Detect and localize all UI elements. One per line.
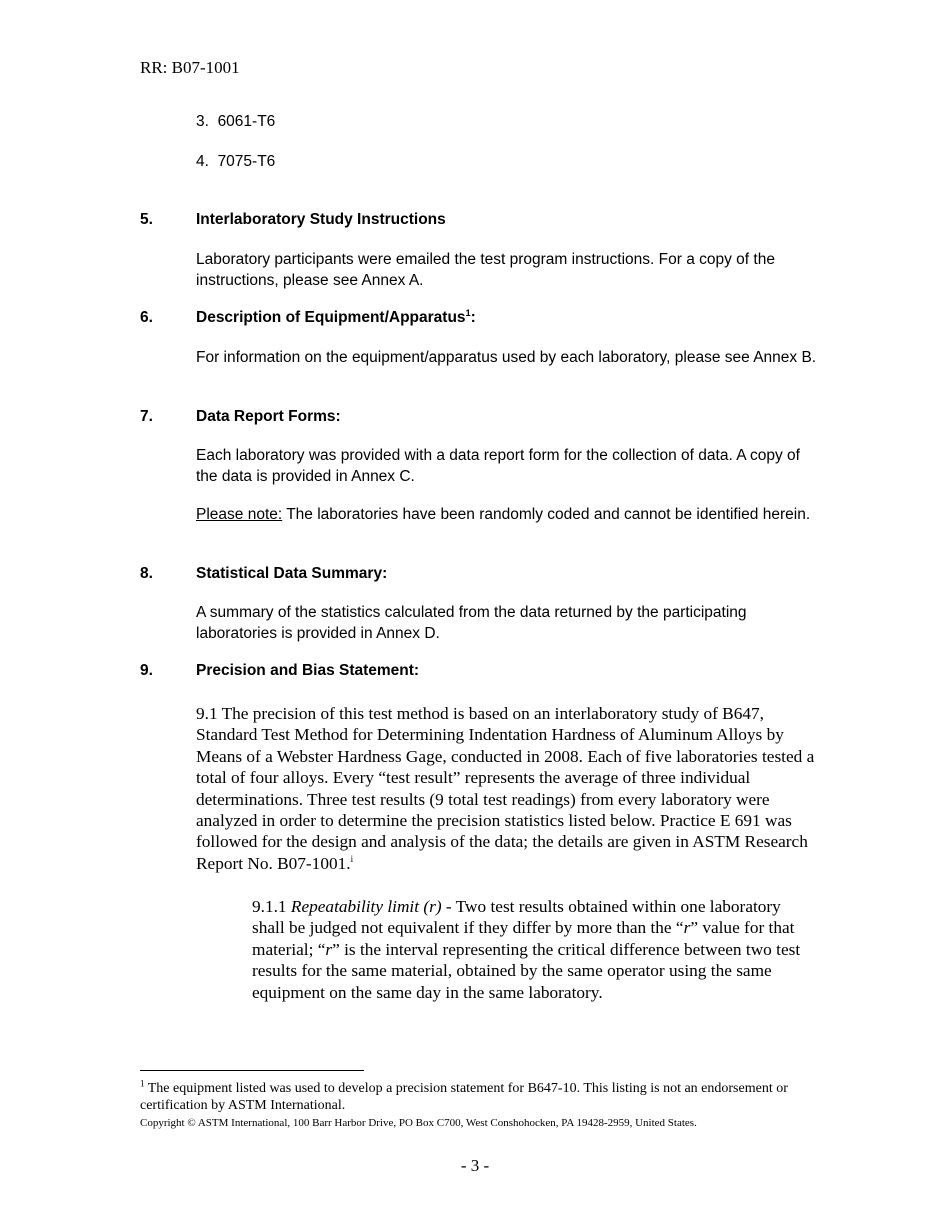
paragraph-9-1-1: 9.1.1 Repeatability limit (r) - Two test results obtained within one laboratory shall be judged not equivalent if they differ by more than the “r” value for that material; “r” is the interval representing the critical difference between two test results for the same material, obtained by the same operator using the same equipment on the same day in the same laboratory. xyxy=(252,897,801,1002)
footnote: $^1$ The equipment listed was used to develop a precision statement for B647-10. This listing is not an endorsement or certification by ASTM International. xyxy=(140,1078,788,1113)
section-8-number: 8. xyxy=(140,565,153,582)
section-5-text: Laboratory participants were emailed the test program instructions. For a copy of the instructions, please see Annex A. xyxy=(196,251,775,289)
list-item-number: 3. xyxy=(196,113,209,130)
report-id-header: RR: B07-1001 xyxy=(140,58,240,77)
list-item xyxy=(196,153,275,171)
footnote-mark: 1 xyxy=(140,1078,145,1089)
section-8-text: A summary of the statistics calculated from the data returned by the participating laboratories is provided in Annex D. xyxy=(196,604,747,642)
endnote-ref: i xyxy=(350,854,354,865)
section-7-title: Data Report Forms: xyxy=(196,408,341,425)
note-label: Please note: xyxy=(196,506,283,523)
copyright-notice: Copyright © ASTM International, 100 Barr Harbor Drive, PO Box C700, West Conshohocken, PA 19428-2959, United States. xyxy=(140,1117,697,1129)
footnote-ref: 1 xyxy=(465,307,471,318)
section-8-title: Statistical Data Summary: xyxy=(196,565,388,582)
section-7-text: Each laboratory was provided with a data report form for the collection of data. A copy of the data is provided in Annex C. xyxy=(196,447,800,485)
section-5-title: Interlaboratory Study Instructions xyxy=(196,211,446,228)
page-number: - 3 - xyxy=(460,1156,490,1175)
list-item xyxy=(196,113,275,131)
section-7-note: Please note: The laboratories have been randomly coded and cannot be identified herein. xyxy=(196,506,811,523)
list-item-text: 6061-T6 xyxy=(217,113,276,130)
section-6-title: Description of Equipment/Apparatus$^1$: xyxy=(196,307,476,326)
section-6-text: For information on the equipment/apparatus used by each laboratory, please see Annex B. xyxy=(196,349,817,366)
paragraph-9-1: 9.1 The precision of this test method is based on an interlaboratory study of B647, Standard Test Method for Determining Indentation Hardness of Aluminum Alloys by Means of a Webster Hardness Gage, conducted in 2008. Each of five laboratories tested a total of four alloys. Every “test result” represents the average of three individual determinations. Three test results (9 total test readings) from every laboratory were analyzed in order to determine the precision statistics listed below. Practice E 691 was followed for the design and analysis of the data; the details are given in ASTM Research Report No. B07-1001.$^i$ xyxy=(196,704,815,873)
section-7-number: 7. xyxy=(140,408,153,425)
section-9-title: Precision and Bias Statement: xyxy=(196,662,420,679)
footnote-divider xyxy=(140,1070,364,1071)
list-item-text: 7075-T6 xyxy=(217,153,276,170)
section-9-number: 9. xyxy=(140,662,153,679)
section-6-number: 6. xyxy=(140,309,153,326)
list-item-number: 4. xyxy=(196,153,209,170)
repeatability-term: Repeatability limit (r) xyxy=(290,897,442,916)
section-5-number: 5. xyxy=(140,211,153,228)
